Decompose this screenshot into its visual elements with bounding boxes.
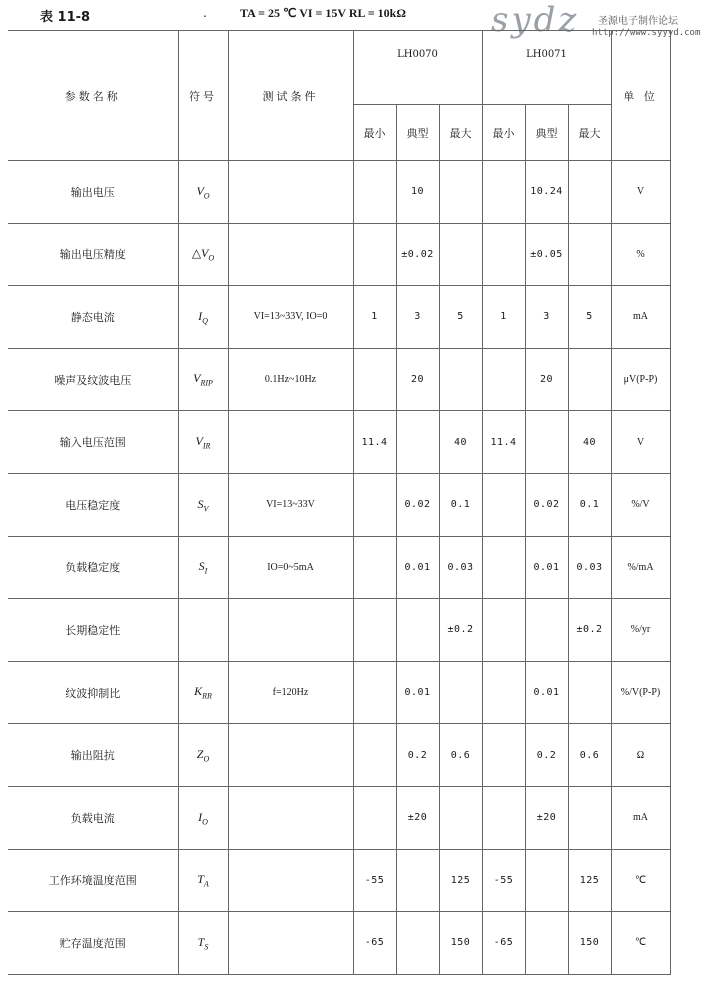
table-row <box>8 849 670 912</box>
param-symbol <box>178 223 228 286</box>
param-symbol <box>178 912 228 975</box>
symbol-main: Z <box>196 746 204 761</box>
lh0070-typ-value: 0.01 <box>396 661 439 724</box>
lh0070-min-value <box>353 599 396 662</box>
lh0071-min-value <box>482 161 525 224</box>
symbol-subscript: O <box>208 253 215 263</box>
test-condition: 0.1Hz~10Hz <box>228 348 353 411</box>
symbol-subscript: RIP <box>200 378 213 388</box>
lh0070-min-value <box>353 536 396 599</box>
lh0071-typ-value: 0.2 <box>525 724 568 787</box>
test-conditions: TA = 25 ℃ VI = 15V RL = 10kΩ <box>240 6 406 20</box>
symbol-subscript: V <box>203 503 209 513</box>
param-symbol <box>178 849 228 912</box>
lh0071-typ-value <box>525 411 568 474</box>
test-condition: VI=13~33V, IO=0 <box>228 286 353 349</box>
table-row <box>8 473 670 536</box>
param-name: 贮存温度范围 <box>8 912 178 975</box>
table-row <box>8 411 670 474</box>
lh0071-max-value: 0.1 <box>568 473 611 536</box>
lh0070-min-value <box>353 724 396 787</box>
lh0070-max-value: 150 <box>439 912 482 975</box>
param-symbol <box>178 786 228 849</box>
lh0071-min-value <box>482 223 525 286</box>
symbol-subscript: S <box>204 942 209 952</box>
lh0071-min-value: 11.4 <box>482 411 525 474</box>
param-name: 噪声及纹波电压 <box>8 348 178 411</box>
test-condition <box>228 849 353 912</box>
param-name: 输出电压 <box>8 161 178 224</box>
lh0071-min-value: 1 <box>482 286 525 349</box>
lh0071-typ-value: ±20 <box>525 786 568 849</box>
lh0071-typ-value: 20 <box>525 348 568 411</box>
lh0071-max-value: 40 <box>568 411 611 474</box>
symbol-main: V <box>195 433 203 448</box>
lh0070-min-value <box>353 786 396 849</box>
lh0071-max-value: 0.03 <box>568 536 611 599</box>
lh0071-min-value <box>482 724 525 787</box>
unit-value: %/mA <box>611 536 670 599</box>
symbol-main: S <box>198 559 205 574</box>
symbol-subscript: RR <box>202 691 212 701</box>
header-model-lh0070: LH0070 <box>353 31 482 105</box>
lh0070-max-value: 0.03 <box>439 536 482 599</box>
test-condition <box>228 599 353 662</box>
watermark-logo: sydz <box>491 0 580 40</box>
lh0070-typ-value: 20 <box>396 348 439 411</box>
param-symbol <box>178 473 228 536</box>
test-condition <box>228 223 353 286</box>
header-param-name: 参数名称 <box>8 31 178 161</box>
lh0071-max-value <box>568 661 611 724</box>
lh0070-min-value <box>353 161 396 224</box>
param-symbol <box>178 661 228 724</box>
unit-value: mA <box>611 786 670 849</box>
lh0071-min-value <box>482 473 525 536</box>
header-typ: 典型 <box>396 105 439 161</box>
lh0070-max-value: 125 <box>439 849 482 912</box>
table-row <box>8 912 670 975</box>
param-name: 输出阻抗 <box>8 724 178 787</box>
param-name: 输出电压精度 <box>8 223 178 286</box>
header-max: 最大 <box>439 105 482 161</box>
table-row <box>8 223 670 286</box>
symbol-main: V <box>196 183 204 198</box>
lh0070-max-value: 0.6 <box>439 724 482 787</box>
table-row <box>8 286 670 349</box>
spec-table-body <box>8 161 670 975</box>
lh0071-typ-value: 0.02 <box>525 473 568 536</box>
header-unit: 单 位 <box>611 31 670 161</box>
caption-dot: . <box>203 6 207 20</box>
header-model-lh0071: LH0071 <box>482 31 611 105</box>
param-symbol <box>178 536 228 599</box>
lh0070-max-value <box>439 223 482 286</box>
symbol-main: I <box>198 809 203 824</box>
param-name: 负载电流 <box>8 786 178 849</box>
unit-value: %/V <box>611 473 670 536</box>
table-row <box>8 724 670 787</box>
unit-value: mA <box>611 286 670 349</box>
symbol-main: I <box>198 308 203 323</box>
lh0071-max-value: 125 <box>568 849 611 912</box>
param-name: 负载稳定度 <box>8 536 178 599</box>
lh0071-max-value <box>568 786 611 849</box>
lh0071-typ-value: ±0.05 <box>525 223 568 286</box>
lh0070-max-value <box>439 348 482 411</box>
table-row <box>8 536 670 599</box>
param-symbol <box>178 599 228 662</box>
watermark-site-name: 圣源电子制作论坛 <box>598 16 678 27</box>
param-symbol <box>178 286 228 349</box>
symbol-subscript: I <box>204 566 208 576</box>
header-test-condition: 测试条件 <box>228 31 353 161</box>
lh0070-max-value: 0.1 <box>439 473 482 536</box>
symbol-main: S <box>197 496 204 511</box>
header-typ: 典型 <box>525 105 568 161</box>
lh0070-min-value <box>353 661 396 724</box>
lh0070-typ-value <box>396 411 439 474</box>
lh0071-typ-value: 0.01 <box>525 536 568 599</box>
lh0070-max-value <box>439 161 482 224</box>
symbol-main: K <box>194 684 203 699</box>
lh0070-min-value: -55 <box>353 849 396 912</box>
symbol-main: T <box>197 934 205 949</box>
lh0070-typ-value: 0.02 <box>396 473 439 536</box>
test-condition <box>228 724 353 787</box>
symbol-subscript: A <box>203 879 209 889</box>
lh0071-min-value <box>482 786 525 849</box>
lh0071-max-value: 0.6 <box>568 724 611 787</box>
lh0071-typ-value <box>525 599 568 662</box>
param-name: 工作环境温度范围 <box>8 849 178 912</box>
param-symbol <box>178 161 228 224</box>
lh0070-min-value <box>353 223 396 286</box>
param-name: 长期稳定性 <box>8 599 178 662</box>
lh0070-typ-value <box>396 599 439 662</box>
header-max: 最大 <box>568 105 611 161</box>
lh0071-max-value <box>568 161 611 224</box>
lh0071-typ-value: 10.24 <box>525 161 568 224</box>
symbol-prefix: △ <box>191 246 202 261</box>
unit-value: V <box>611 161 670 224</box>
lh0071-max-value <box>568 348 611 411</box>
lh0070-typ-value <box>396 912 439 975</box>
test-condition <box>228 912 353 975</box>
symbol-subscript: IR <box>202 441 211 451</box>
unit-value: ℃ <box>611 849 670 912</box>
unit-value: V <box>611 411 670 474</box>
lh0071-typ-value <box>525 849 568 912</box>
lh0071-min-value: -65 <box>482 912 525 975</box>
spec-table <box>8 30 671 975</box>
lh0070-max-value: ±0.2 <box>439 599 482 662</box>
lh0071-typ-value: 3 <box>525 286 568 349</box>
unit-value: %/yr <box>611 599 670 662</box>
lh0070-max-value <box>439 661 482 724</box>
watermark-url: http://www.syyyd.com <box>592 28 701 38</box>
lh0071-min-value: -55 <box>482 849 525 912</box>
test-condition: VI=13~33V <box>228 473 353 536</box>
lh0071-max-value: 150 <box>568 912 611 975</box>
lh0070-min-value: 11.4 <box>353 411 396 474</box>
lh0070-typ-value: ±0.02 <box>396 223 439 286</box>
table-row <box>8 161 670 224</box>
lh0070-max-value: 5 <box>439 286 482 349</box>
lh0070-typ-value: 3 <box>396 286 439 349</box>
lh0070-min-value: -65 <box>353 912 396 975</box>
test-condition <box>228 161 353 224</box>
lh0070-min-value <box>353 473 396 536</box>
lh0070-typ-value: ±20 <box>396 786 439 849</box>
header-min: 最小 <box>353 105 396 161</box>
table-row <box>8 348 670 411</box>
symbol-main: V <box>201 246 209 261</box>
symbol-subscript: O <box>203 190 210 200</box>
param-symbol <box>178 348 228 411</box>
lh0070-min-value <box>353 348 396 411</box>
table-number: 表 11-8 <box>40 10 91 25</box>
lh0071-min-value <box>482 599 525 662</box>
symbol-subscript: O <box>202 816 208 826</box>
lh0070-max-value <box>439 786 482 849</box>
lh0070-typ-value: 0.2 <box>396 724 439 787</box>
lh0071-min-value <box>482 661 525 724</box>
lh0070-min-value: 1 <box>353 286 396 349</box>
unit-value: Ω <box>611 724 670 787</box>
lh0071-max-value <box>568 223 611 286</box>
unit-value: μV(P-P) <box>611 348 670 411</box>
header-min: 最小 <box>482 105 525 161</box>
unit-value: ℃ <box>611 912 670 975</box>
symbol-subscript: O <box>203 754 210 764</box>
symbol-main: V <box>193 371 201 386</box>
test-condition: IO=0~5mA <box>228 536 353 599</box>
header-symbol: 符号 <box>178 31 228 161</box>
param-name: 输入电压范围 <box>8 411 178 474</box>
symbol-main: T <box>197 872 204 887</box>
test-condition: f=120Hz <box>228 661 353 724</box>
symbol-subscript: Q <box>202 316 208 326</box>
param-name: 纹波抑制比 <box>8 661 178 724</box>
unit-value: %/V(P-P) <box>611 661 670 724</box>
lh0071-max-value: 5 <box>568 286 611 349</box>
table-row <box>8 661 670 724</box>
lh0070-typ-value <box>396 849 439 912</box>
table-row <box>8 599 670 662</box>
lh0070-max-value: 40 <box>439 411 482 474</box>
lh0071-min-value <box>482 536 525 599</box>
param-name: 静态电流 <box>8 286 178 349</box>
lh0071-max-value: ±0.2 <box>568 599 611 662</box>
lh0071-typ-value <box>525 912 568 975</box>
unit-value: % <box>611 223 670 286</box>
lh0070-typ-value: 10 <box>396 161 439 224</box>
lh0071-min-value <box>482 348 525 411</box>
table-row <box>8 786 670 849</box>
param-symbol <box>178 724 228 787</box>
param-name: 电压稳定度 <box>8 473 178 536</box>
test-condition <box>228 411 353 474</box>
lh0071-typ-value: 0.01 <box>525 661 568 724</box>
lh0070-typ-value: 0.01 <box>396 536 439 599</box>
param-symbol <box>178 411 228 474</box>
test-condition <box>228 786 353 849</box>
